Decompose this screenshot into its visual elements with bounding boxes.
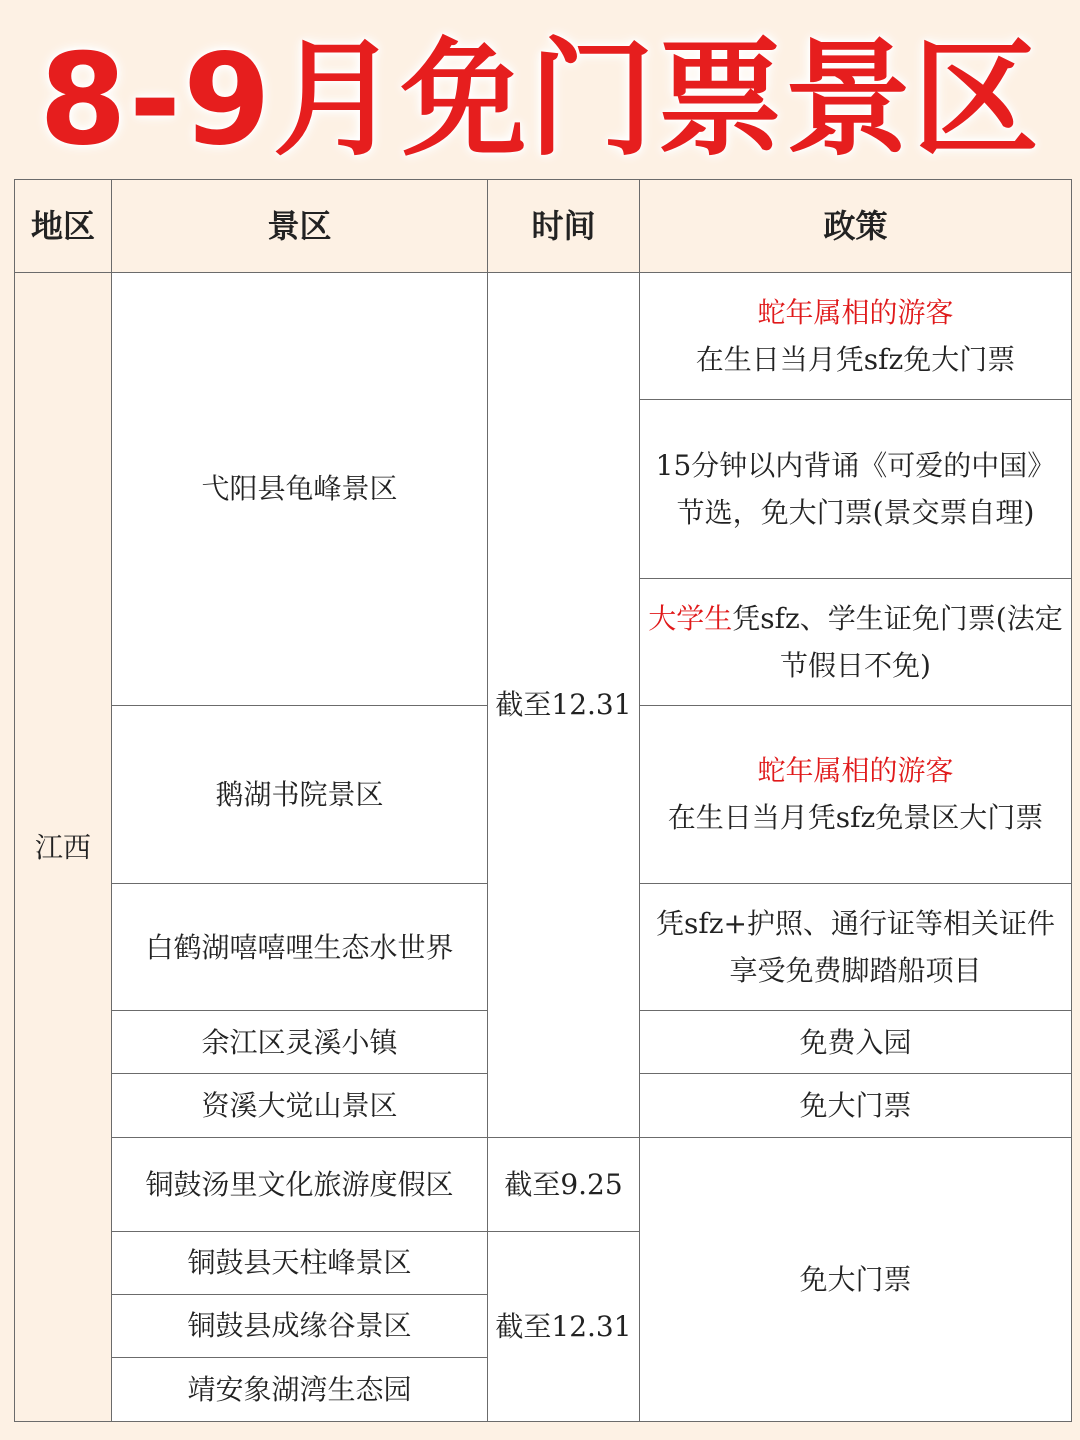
- policy-cell: [640, 400, 1072, 578]
- policy-highlight: 蛇年属相的游客: [757, 296, 954, 330]
- policy-cell: 免费入园: [640, 1011, 1072, 1074]
- time-cell: 截至12.31: [488, 273, 640, 1137]
- policy-cell: [640, 884, 1072, 1011]
- policy-text: 15分钟以内背诵《可爱的中国》节选，免大门票(景交票自理): [655, 448, 1056, 529]
- header-policy: 政策: [640, 180, 1072, 273]
- page-title: 8-9月免门票景区: [39, 25, 1041, 173]
- policy-text: 凭sfz+护照、通行证等相关证件享受免费脚踏船项目: [656, 907, 1055, 988]
- scenic-cell: 铜鼓县天柱峰景区: [112, 1231, 488, 1294]
- policy-cell: 免大门票: [640, 1074, 1072, 1137]
- policy-cell: [640, 273, 1072, 400]
- table-header-row: [15, 180, 1072, 273]
- scenic-cell: 资溪大觉山景区: [112, 1074, 488, 1137]
- header-time: 时间: [488, 180, 640, 273]
- table-row: [15, 1137, 1072, 1231]
- policy-highlight: 大学生: [648, 601, 733, 635]
- time-cell: 截至12.31: [488, 1231, 640, 1421]
- scenic-cell: 靖安象湖湾生态园: [112, 1357, 488, 1421]
- time-cell: 截至9.25: [488, 1137, 640, 1231]
- scenic-cell: 弋阳县龟峰景区: [112, 273, 488, 706]
- region-cell: 江西: [15, 273, 112, 1422]
- scenic-cell: 铜鼓汤里文化旅游度假区: [112, 1137, 488, 1231]
- header-region: 地区: [15, 180, 112, 273]
- policy-cell: 免大门票: [640, 1137, 1072, 1422]
- scenic-table: [14, 179, 1072, 1422]
- policy-text: 凭sfz、学生证免门票(法定节假日不免): [732, 601, 1063, 682]
- scenic-cell: 鹅湖书院景区: [112, 705, 488, 883]
- policy-text: 在生日当月凭sfz免景区大门票: [667, 801, 1044, 835]
- policy-cell: [640, 578, 1072, 705]
- policy-text: 在生日当月凭sfz免大门票: [695, 343, 1016, 377]
- policy-cell: [640, 705, 1072, 883]
- header-scenic: 景区: [112, 180, 488, 273]
- table-row: [15, 273, 1072, 400]
- scenic-cell: 白鹤湖嘻嘻哩生态水世界: [112, 884, 488, 1011]
- scenic-cell: 铜鼓县成缘谷景区: [112, 1294, 488, 1357]
- scenic-cell: 余江区灵溪小镇: [112, 1011, 488, 1074]
- policy-highlight: 蛇年属相的游客: [757, 754, 954, 788]
